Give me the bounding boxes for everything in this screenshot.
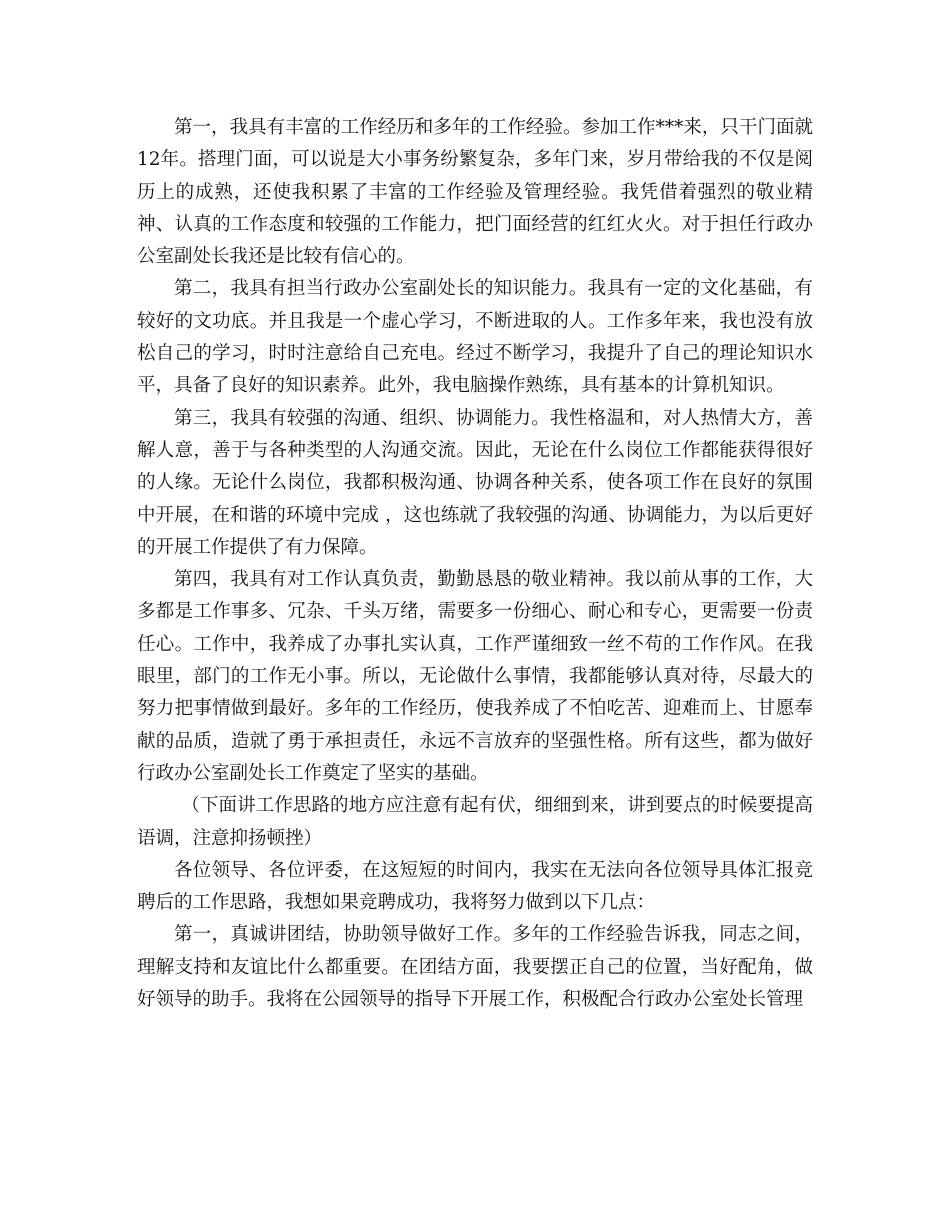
paragraph-unity: 第一，真诚讲团结，协助领导做好工作。多年的工作经验告诉我，同志之间，理解支持和友谊比什么都重要。在团结方面，我要摆正自己的位置，当好配角，做好领导的助手。我将在公园领导的指导下开展工作，积极配合行政办公室处长管理 <box>137 924 813 1011</box>
paragraph-dedication: 第四，我具有对工作认真负责，勤勤恳恳的敬业精神。我以前从事的工作，大多都是工作事多、冗杂、千头万绪，需要多一份细心、耐心和专心，更需要一份责任心。工作中，我养成了办事扎实认真，工作严谨细致一丝不苟的工作作风。在我眼里，部门的工作无小事。所以，无论做什么事情，我都能够认真对待，尽最大的努力把事情做到最好。多年的工作经历，使我养成了不怕吃苦、迎难而上、甘愿奉献的品质，造就了勇于承担责任，永远不言放弃的坚强性格。所有这些，都为做好行政办公室副处长工作奠定了坚实的基础。 <box>137 569 813 784</box>
paragraph-communication: 第三，我具有较强的沟通、组织、协调能力。我性格温和，对人热情大方，善解人意，善于与各种类型的人沟通交流。因此，无论在什么岗位工作都能获得很好的人缘。无论什么岗位，我都积极沟通、协调各种关系，使各项工作在良好的氛围中开展，在和谐的环境中完成 ，这也练就了我较强的沟通、协调能力，为以后更好的开展工作提供了有力保障。 <box>137 407 813 558</box>
paragraph-experience: 第一，我具有丰富的工作经历和多年的工作经验。参加工作***来，只干门面就12年。搭理门面，可以说是大小事务纷繁复杂，多年门来，岁月带给我的不仅是阅历上的成熟，还使我积累了丰富的工作经验及管理经验。我凭借着强烈的敬业精神、认真的工作态度和较强的工作能力，把门面经营的红红火火。对于担任行政办公室副处长我还是比较有信心的。 <box>137 117 813 268</box>
paragraph-speaking-note: （下面讲工作思路的地方应注意有起有伏，细细到来，讲到要点的时候要提高语调，注意抑扬顿挫） <box>137 795 813 849</box>
paragraph-work-ideas-intro: 各位领导、各位评委，在这短短的时间内，我实在无法向各位领导具体汇报竞聘后的工作思路，我想如果竞聘成功，我将努力做到以下几点： <box>137 859 813 914</box>
document-body <box>137 112 813 1016</box>
paragraph-knowledge: 第二，我具有担当行政办公室副处长的知识能力。我具有一定的文化基础，有较好的文功底。并且我是一个虚心学习，不断进取的人。工作多年来，我也没有放松自己的学习，时时注意给自己充电。经过不断学习，我提升了自己的理论知识水平，具备了良好的知识素养。此外，我电脑操作熟练，具有基本的计算机知识。 <box>137 278 813 397</box>
